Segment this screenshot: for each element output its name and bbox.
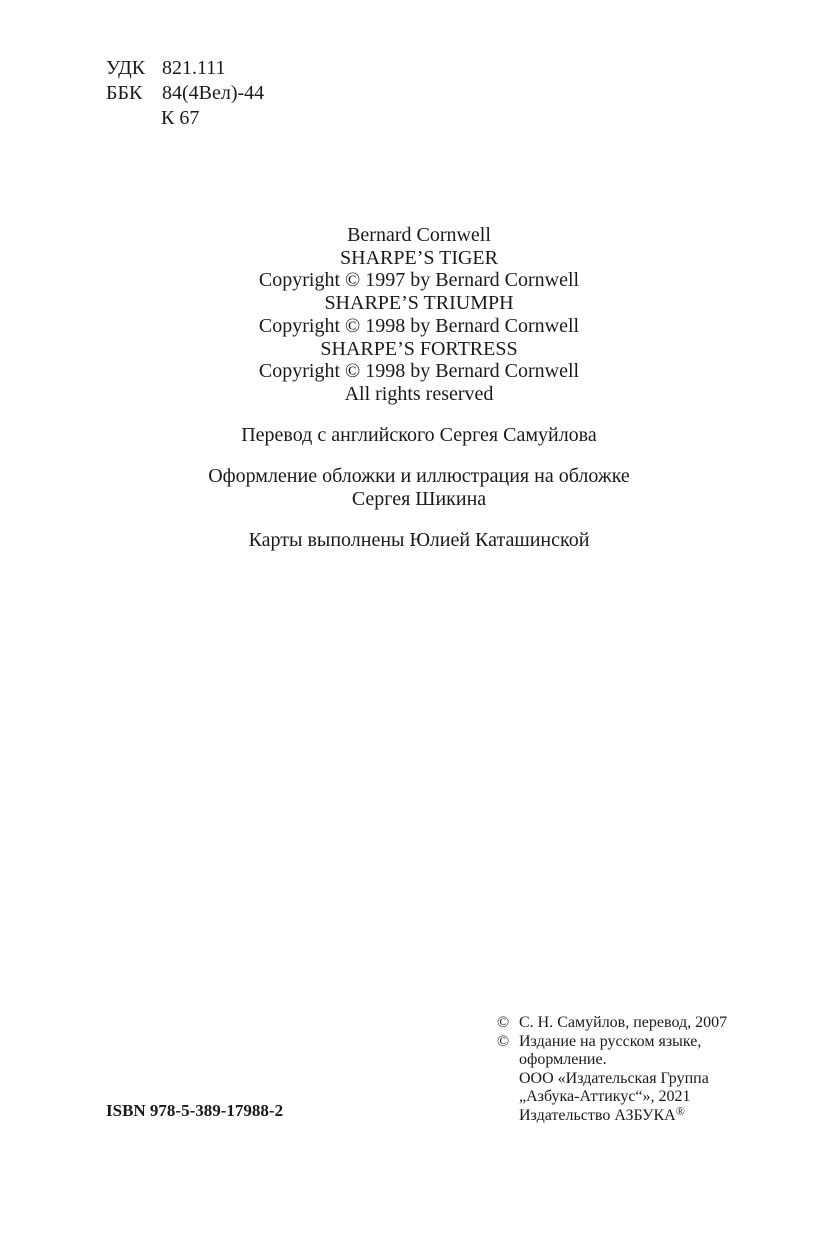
publisher-line: [519, 1103, 727, 1126]
credits-block: [0, 224, 827, 552]
translation-copyright-text: С. Н. Самуйлов, перевод, 2007: [519, 1014, 728, 1031]
work-title: SHARPE’S TIGER: [340, 246, 498, 269]
udk-label: УДК: [106, 57, 146, 79]
udk-value: 821.111: [162, 57, 226, 79]
udk-row: [106, 56, 264, 81]
edition-line: Издание на русском языке,: [519, 1032, 702, 1050]
edition-line: „Азбука-Аттикус“», 2021: [519, 1088, 691, 1105]
edition-line: оформление.: [519, 1051, 607, 1068]
copyright-symbol: ©: [497, 1032, 510, 1050]
copyright-symbol: ©: [497, 1014, 510, 1031]
rights-block: [0, 224, 827, 406]
edition-copyright: [497, 1033, 727, 1126]
author-mark: К 67: [161, 107, 200, 129]
translator-credit: Перевод с английского Сергея Самуйлова: [241, 423, 597, 446]
publisher-name: Издательство АЗБУКА: [519, 1106, 676, 1124]
isbn: ISBN 978-5-389-17988-2: [106, 1101, 284, 1120]
work-copyright: Copyright © 1997 by Bernard Cornwell: [258, 269, 580, 292]
maps-credit: Карты выполнены Юлией Каташинской: [248, 528, 590, 551]
rights-reserved: All rights reserved: [344, 382, 494, 405]
registered-mark: ®: [675, 1103, 685, 1118]
bbk-label: ББК: [106, 82, 143, 104]
bbk-row: [106, 81, 264, 106]
original-author: Bernard Cornwell: [347, 224, 491, 246]
cover-designer-name: Сергея Шикина: [351, 487, 487, 510]
translation-copyright: [497, 1014, 727, 1033]
bbk-value: 84(4Вел)-44: [162, 82, 265, 104]
cover-design-line: Оформление обложки и иллюстрация на обложке: [208, 464, 630, 487]
work-title: SHARPE’S TRIUMPH: [324, 292, 514, 315]
work-title: SHARPE’S FORTRESS: [320, 337, 518, 360]
edition-line: ООО «Издательская Группа: [519, 1069, 709, 1087]
work-copyright: Copyright © 1998 by Bernard Cornwell: [258, 360, 580, 383]
copyright-notices: [497, 1014, 727, 1125]
work-copyright: Copyright © 1998 by Bernard Cornwell: [258, 314, 580, 337]
classification-codes: [106, 56, 264, 131]
cover-design-credit: [0, 465, 827, 511]
